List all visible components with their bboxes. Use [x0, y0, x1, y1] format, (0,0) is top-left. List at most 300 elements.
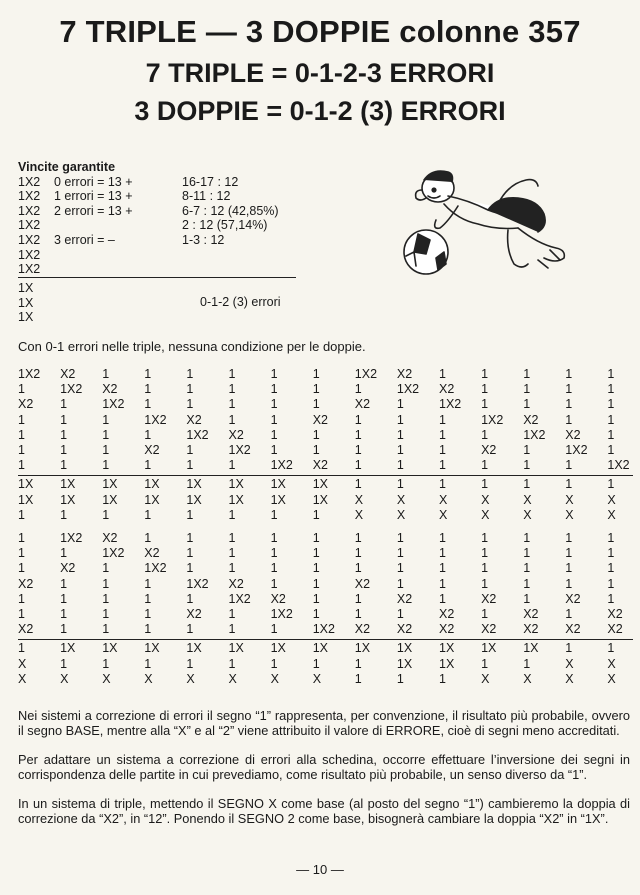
triple-sign: 1 — [144, 382, 152, 397]
double-sign: 1 — [270, 656, 278, 671]
double-sign: 1 — [228, 507, 236, 522]
wins-sign: 1X2 — [18, 203, 41, 218]
triple-sign: 1X2 — [186, 576, 209, 591]
triple-sign: X2 — [439, 382, 455, 397]
double-sign: X — [270, 671, 279, 686]
wins-double-sign: 1X — [18, 310, 34, 325]
triple-sign: 1 — [396, 397, 404, 412]
triple-sign: 1 — [481, 382, 489, 397]
double-sign: 1X — [439, 641, 455, 656]
triple-sign: 1 — [607, 546, 615, 561]
column — [355, 531, 370, 687]
triple-sign: 1X2 — [354, 367, 378, 381]
triple-sign: 1 — [607, 531, 615, 545]
triple-sign: 1 — [607, 397, 615, 412]
double-sign: 1 — [354, 671, 362, 686]
triple-sign: X2 — [396, 367, 413, 381]
wins-range: 2 : 12 (57,14%) — [182, 218, 268, 233]
subtitle-doubles: 3 DOPPIE = 0-1-2 (3) ERRORI — [134, 96, 506, 126]
triple-sign: 1 — [565, 546, 573, 561]
triple-sign: 1 — [439, 591, 446, 606]
triple-sign: 1 — [523, 561, 531, 576]
wins-err: 3 errori = – — [54, 232, 115, 247]
double-sign: X — [481, 492, 490, 507]
double-sign: X — [565, 671, 574, 686]
double-sign: X — [523, 507, 532, 522]
triple-sign: 1 — [523, 531, 531, 545]
double-sign: X — [481, 507, 490, 522]
triple-sign: X2 — [396, 591, 413, 606]
double-sign: 1 — [186, 656, 194, 671]
triple-sign: X2 — [228, 427, 244, 442]
triple-sign: 1 — [60, 397, 68, 412]
triple-sign: 1 — [312, 606, 320, 621]
triple-sign: 1 — [270, 397, 278, 412]
double-sign: 1 — [312, 656, 320, 671]
double-sign: X — [439, 507, 448, 522]
double-sign: 1X — [439, 656, 455, 671]
triple-sign: 1 — [565, 367, 573, 381]
triple-sign: X2 — [439, 606, 455, 621]
triple-sign: 1 — [186, 382, 194, 397]
column — [313, 367, 328, 523]
column — [144, 531, 166, 687]
triple-sign: 1 — [102, 367, 110, 381]
triple-sign: 1 — [439, 561, 446, 576]
column — [186, 531, 208, 687]
wins-range: 16-17 : 12 — [182, 174, 239, 189]
double-sign: 1X — [228, 477, 244, 492]
double-sign: 1X — [102, 477, 118, 492]
wins-row — [18, 218, 268, 233]
column — [186, 367, 208, 523]
double-sign: X — [607, 656, 616, 671]
double-sign: 1 — [354, 656, 362, 671]
double-sign: X — [565, 492, 574, 507]
double-sign: X — [228, 671, 237, 686]
double-sign: 1X — [228, 492, 244, 507]
triple-sign: X2 — [607, 606, 623, 621]
triple-sign: 1 — [18, 531, 25, 545]
triple-sign: 1 — [312, 382, 320, 397]
triple-sign: 1 — [523, 367, 531, 381]
wins-row — [18, 248, 115, 263]
triple-sign: 1 — [186, 397, 194, 412]
triple-sign: 1 — [565, 412, 573, 427]
triple-sign: 1 — [354, 546, 362, 561]
triple-sign: 1 — [102, 427, 110, 442]
triple-sign: X2 — [396, 622, 413, 637]
triple-sign: 1 — [270, 561, 278, 576]
column — [565, 531, 580, 687]
triple-sign: X2 — [565, 622, 581, 637]
double-sign: 1X — [312, 477, 328, 492]
triple-sign: 1 — [144, 591, 152, 606]
double-sign: 1 — [18, 641, 25, 656]
triple-sign: 1 — [60, 546, 68, 561]
football-player-cartoon — [388, 160, 573, 280]
double-sign: 1 — [312, 507, 320, 522]
wins-double-sign: 1X — [18, 281, 34, 295]
triple-sign: 1X2 — [228, 442, 251, 457]
triple-sign: 1 — [523, 591, 531, 606]
doubles-errors-note: 0-1-2 (3) errori — [200, 295, 281, 309]
triple-sign: 1 — [523, 546, 531, 561]
column — [102, 367, 124, 523]
paragraph-base-sign: Nei sistemi a correzione di errori il segno “1” rappresenta, per convenzione, il risultato più probabile, ovvero il segno BASE, mentre alla “X” e al “2” viene attribuito il valore di ERRORE, cioè di segni meno accreditati. — [18, 708, 630, 738]
triple-sign: 1 — [186, 561, 194, 576]
triple-sign: 1 — [396, 546, 404, 561]
triple-sign: 1 — [396, 412, 404, 427]
double-sign: 1X — [18, 477, 34, 492]
triple-sign: 1 — [102, 576, 110, 591]
column — [18, 531, 33, 687]
triple-sign: 1 — [270, 622, 278, 637]
triple-sign: 1X2 — [102, 397, 125, 412]
double-sign: 1X — [270, 492, 286, 507]
double-sign: X — [186, 671, 195, 686]
double-sign: 1X — [186, 477, 202, 492]
triple-sign: 1X2 — [60, 382, 83, 397]
triple-sign: 1 — [312, 561, 320, 576]
triple-sign: 1 — [523, 458, 531, 473]
paragraph-inversion: Per adattare un sistema a correzione di errori alla schedina, occorre effettuare l’inversione dei segni in corrispondenza delle partite in cui prevediamo, come risultato più probabile, un senso diverso da “1”. — [18, 752, 630, 782]
wins-row — [18, 203, 279, 219]
triple-sign: X2 — [354, 622, 371, 637]
wins-row — [18, 189, 231, 204]
double-sign: 1X — [102, 641, 118, 656]
triple-sign: 1 — [312, 576, 320, 591]
triple-sign: 1 — [565, 606, 573, 621]
double-sign: 1X — [481, 641, 497, 656]
triple-sign: X2 — [523, 622, 539, 637]
triple-sign: 1 — [354, 382, 362, 397]
column — [355, 367, 377, 523]
column — [60, 531, 82, 687]
double-sign: 1 — [354, 477, 362, 492]
triple-sign: 1 — [396, 561, 404, 576]
triple-sign: 1X2 — [270, 458, 293, 473]
wins-range: 8-11 : 12 — [182, 189, 231, 204]
double-sign: 1 — [228, 656, 236, 671]
triple-sign: X2 — [144, 442, 160, 457]
triple-sign: 1 — [396, 531, 404, 545]
double-sign: X — [523, 492, 532, 507]
triple-sign: 1 — [312, 546, 320, 561]
triple-sign: X2 — [102, 382, 118, 397]
wins-double-sign: 1X — [18, 295, 34, 310]
double-sign: 1 — [439, 671, 446, 686]
wins-sign: 1X2 — [18, 218, 41, 233]
double-sign: 1 — [144, 656, 152, 671]
double-sign: X — [354, 492, 364, 507]
triple-sign: 1 — [439, 412, 446, 427]
condition-caption: Con 0-1 errori nelle triple, nessuna condizione per le doppie. — [18, 339, 366, 354]
triple-sign: 1 — [607, 591, 615, 606]
double-sign: 1 — [565, 477, 573, 492]
triple-sign: 1 — [270, 412, 278, 427]
column — [523, 367, 545, 523]
double-sign: X — [481, 671, 490, 686]
triple-sign: 1 — [60, 591, 68, 606]
wins-row — [18, 232, 225, 248]
column — [481, 531, 496, 687]
triple-sign: 1 — [228, 397, 236, 412]
triple-sign: 1 — [396, 458, 404, 473]
double-sign: 1 — [60, 656, 68, 671]
double-sign: 1 — [481, 477, 489, 492]
triple-sign: 1 — [565, 382, 573, 397]
triple-sign: 1 — [60, 606, 68, 621]
triple-sign: 1 — [565, 458, 573, 473]
column — [565, 367, 587, 523]
double-sign: X — [396, 507, 406, 522]
triple-sign: 1 — [565, 397, 573, 412]
double-sign: 1X — [396, 656, 413, 671]
triple-sign: X2 — [228, 576, 244, 591]
wins-sign: 1X2 — [18, 174, 41, 189]
triple-sign: 1 — [18, 606, 25, 621]
column — [60, 367, 82, 523]
triple-sign: 1 — [312, 367, 320, 381]
triple-sign: X2 — [354, 397, 371, 412]
triple-sign: X2 — [60, 367, 76, 381]
triple-sign: 1 — [481, 561, 489, 576]
double-sign: 1X — [396, 641, 413, 656]
triple-sign: 1 — [565, 531, 573, 545]
double-sign: X — [60, 671, 69, 686]
double-sign: 1X — [60, 492, 76, 507]
triple-sign: 1 — [18, 427, 25, 442]
triple-sign: 1 — [481, 397, 489, 412]
triple-sign: 1 — [439, 367, 446, 381]
column — [229, 367, 251, 523]
triple-sign: 1X2 — [60, 531, 83, 545]
double-sign: 1X — [270, 477, 286, 492]
wins-row — [18, 174, 239, 190]
triple-sign: X2 — [144, 546, 160, 561]
double-sign: 1 — [396, 671, 404, 686]
triple-sign: 1 — [228, 561, 236, 576]
triple-sign: X2 — [354, 576, 371, 591]
triple-sign: 1 — [270, 442, 278, 457]
triple-sign: 1 — [312, 531, 320, 545]
double-sign: 1 — [186, 507, 194, 522]
double-sign: X — [607, 507, 616, 522]
triple-sign: X2 — [18, 576, 34, 591]
wins-range: 1-3 : 12 — [182, 232, 225, 247]
triple-sign: 1 — [396, 427, 404, 442]
triple-sign: 1 — [186, 546, 194, 561]
triple-sign: 1 — [228, 458, 236, 473]
triple-sign: 1X2 — [439, 397, 462, 412]
triple-sign: 1 — [270, 427, 278, 442]
double-sign: X — [18, 656, 27, 671]
triple-sign: X2 — [186, 412, 202, 427]
double-sign: 1 — [481, 656, 489, 671]
double-sign: 1X — [523, 641, 539, 656]
triple-sign: 1 — [228, 622, 236, 637]
triple-sign: 1 — [60, 622, 68, 637]
column — [397, 367, 419, 523]
triple-sign: 1 — [354, 531, 362, 545]
double-sign: X — [102, 671, 111, 686]
triple-sign: 1 — [102, 412, 110, 427]
triple-sign: 1 — [523, 442, 531, 457]
triples-doubles-divider — [18, 639, 633, 640]
triple-sign: 1 — [439, 458, 446, 473]
triple-sign: X2 — [186, 606, 202, 621]
triple-sign: 1 — [228, 412, 236, 427]
subtitle-triples: 7 TRIPLE = 0-1-2-3 ERRORI — [145, 58, 495, 88]
triple-sign: 1X2 — [144, 412, 167, 427]
column — [102, 531, 124, 687]
triple-sign: 1 — [354, 442, 362, 457]
double-sign: X — [565, 656, 574, 671]
wins-row — [18, 262, 115, 277]
triple-sign: 1 — [565, 576, 573, 591]
triple-sign: 1 — [186, 531, 194, 545]
triple-sign: X2 — [565, 591, 581, 606]
triple-sign: 1 — [186, 622, 194, 637]
wins-range: 6-7 : 12 (42,85%) — [182, 203, 279, 218]
triple-sign: 1 — [102, 561, 110, 576]
double-sign: 1 — [102, 656, 110, 671]
triple-sign: 1 — [270, 367, 278, 381]
wins-title: Vincite garantite — [18, 160, 116, 174]
triple-sign: 1X2 — [565, 442, 588, 457]
triple-sign: X2 — [60, 561, 76, 576]
triple-sign: 1 — [60, 458, 68, 473]
triple-sign: 1 — [18, 412, 25, 427]
double-sign: 1 — [565, 641, 573, 656]
main-title: 7 TRIPLE — 3 DOPPIE colonne 357 — [59, 14, 581, 49]
double-sign: 1 — [396, 477, 404, 492]
triple-sign: 1 — [396, 442, 404, 457]
double-sign: 1 — [439, 477, 446, 492]
triple-sign: 1 — [312, 442, 320, 457]
triple-sign: 1X2 — [144, 561, 167, 576]
triple-sign: 1 — [186, 367, 194, 381]
wins-err: 2 errori = 13 + — [54, 203, 133, 218]
page-number: — 10 — — [296, 862, 344, 877]
triple-sign: 1 — [396, 606, 404, 621]
triple-sign: 1X2 — [186, 427, 209, 442]
column — [439, 367, 461, 523]
double-sign: 1 — [607, 477, 615, 492]
triple-sign: X2 — [312, 458, 328, 473]
triple-sign: X2 — [102, 531, 118, 545]
double-sign: 1X — [144, 477, 160, 492]
column — [607, 367, 629, 523]
triple-sign: 1 — [60, 427, 68, 442]
triple-sign: 1 — [523, 576, 531, 591]
triple-sign: 1 — [481, 458, 489, 473]
triple-sign: 1 — [228, 367, 236, 381]
triple-sign: 1 — [144, 427, 152, 442]
triple-sign: X2 — [607, 622, 623, 637]
triple-sign: 1 — [270, 531, 278, 545]
triple-sign: 1 — [186, 591, 194, 606]
triple-sign: 1 — [439, 531, 446, 545]
double-sign: X — [607, 492, 616, 507]
triple-sign: 1X2 — [607, 458, 630, 473]
triple-sign: 1 — [354, 458, 362, 473]
paragraph-triples-base: In un sistema di triple, mettendo il SEGNO X come base (al posto del segno “1”) cambieremo la doppia di correzione da “X2”, in “12”. Ponendo il SEGNO 2 come base, bisognerà cambiare la doppia “X2” in “1X”. — [18, 796, 630, 826]
triple-sign: 1 — [228, 546, 236, 561]
triple-sign: 1 — [144, 531, 152, 545]
triple-sign: 1 — [607, 561, 615, 576]
double-sign: 1 — [60, 507, 68, 522]
double-sign: 1 — [18, 507, 25, 522]
column — [523, 531, 538, 687]
double-sign: X — [18, 671, 27, 686]
wins-sign: 1X2 — [18, 262, 41, 277]
double-sign: 1X — [186, 492, 202, 507]
wins-sign: 1X2 — [18, 232, 41, 247]
wins-err: 0 errori = 13 + — [54, 174, 133, 189]
triple-sign: 1 — [270, 576, 278, 591]
triple-sign: 1 — [60, 412, 68, 427]
triple-sign: 1 — [144, 397, 152, 412]
column — [397, 531, 412, 687]
column — [18, 367, 40, 523]
triple-sign: 1 — [144, 458, 152, 473]
triple-sign: X2 — [523, 606, 539, 621]
double-sign: 1 — [102, 507, 110, 522]
triple-sign: 1 — [102, 591, 110, 606]
double-sign: 1X — [186, 641, 202, 656]
triple-sign: 1 — [18, 458, 25, 473]
triple-sign: 1 — [312, 397, 320, 412]
triple-sign: 1X2 — [18, 367, 41, 381]
triple-sign: 1 — [396, 576, 404, 591]
triple-sign: 1X2 — [523, 427, 546, 442]
triple-sign: 1 — [439, 427, 446, 442]
triple-sign: 1 — [18, 546, 25, 561]
triple-sign: 1 — [439, 576, 446, 591]
triple-sign: 1X2 — [312, 622, 335, 637]
double-sign: X — [354, 507, 364, 522]
triple-sign: 1 — [186, 458, 194, 473]
triple-sign: 1 — [102, 442, 110, 457]
column — [481, 367, 503, 523]
triple-sign: 1 — [18, 382, 25, 397]
triple-sign: X2 — [481, 591, 497, 606]
triple-sign: 1X2 — [270, 606, 293, 621]
guaranteed-wins — [18, 160, 279, 277]
column — [607, 531, 622, 687]
double-sign: 1X — [228, 641, 244, 656]
double-sign: X — [144, 671, 153, 686]
triple-sign: 1 — [102, 622, 110, 637]
triple-sign: 1 — [481, 606, 489, 621]
triple-sign: X2 — [523, 412, 539, 427]
triple-sign: 1 — [18, 442, 25, 457]
triple-sign: 1 — [228, 606, 236, 621]
column — [439, 531, 454, 687]
double-sign: 1X — [144, 492, 160, 507]
double-sign: 1X — [18, 492, 34, 507]
column — [229, 531, 251, 687]
triple-sign: 1 — [186, 442, 194, 457]
triple-sign: 1 — [144, 622, 152, 637]
double-sign: 1 — [607, 641, 615, 656]
double-sign: X — [607, 671, 616, 686]
triple-sign: X2 — [312, 412, 328, 427]
double-sign: 1 — [523, 656, 531, 671]
double-sign: 1 — [144, 507, 152, 522]
